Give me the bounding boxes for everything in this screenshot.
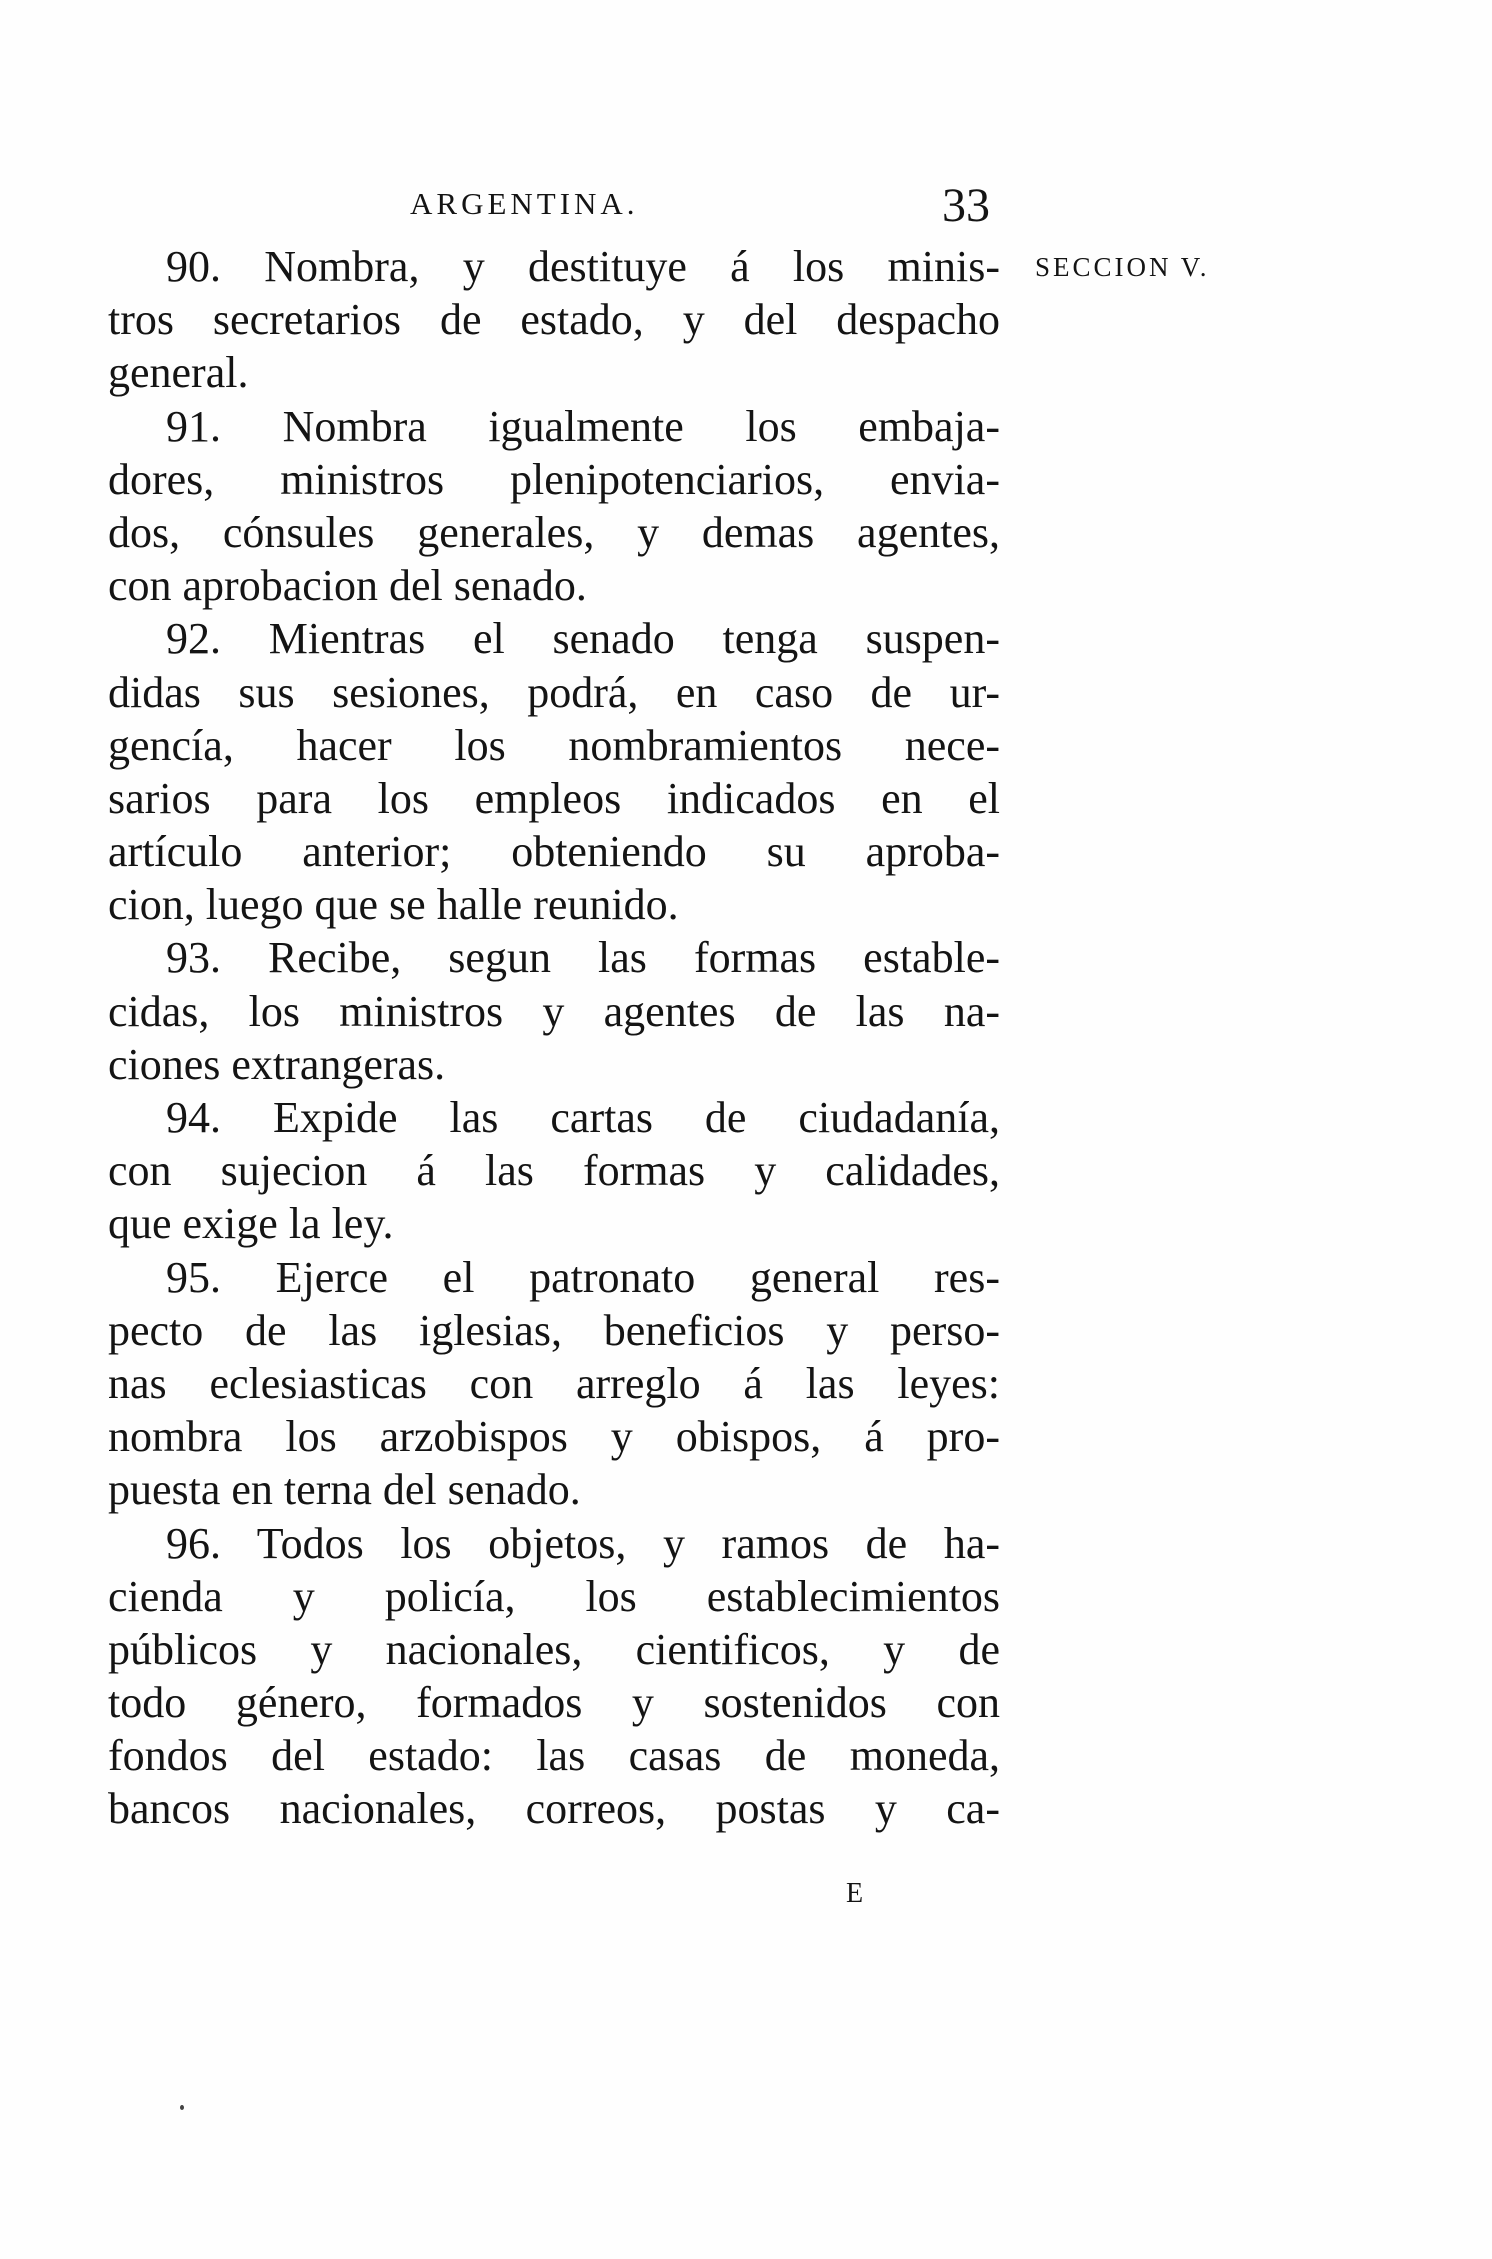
text-line: dores, ministros plenipotenciarios, envia- bbox=[108, 454, 1000, 504]
text-line: públicos y nacionales, cientificos, y de bbox=[108, 1624, 1000, 1674]
text-line: pecto de las iglesias, beneficios y perso- bbox=[108, 1305, 1000, 1355]
text-line: nas eclesiasticas con arreglo á las leyes: bbox=[108, 1358, 1000, 1408]
text-line: 92. Mientras el senado tenga suspen- bbox=[166, 614, 1000, 664]
text-line: cienda y policía, los establecimientos bbox=[108, 1571, 1000, 1621]
text-line: 96. Todos los objetos, y ramos de ha- bbox=[166, 1518, 1000, 1568]
text-line: 90. Nombra, y destituye á los minis- bbox=[166, 242, 1000, 291]
text-line: dos, cónsules generales, y demas agentes, bbox=[108, 507, 1000, 557]
text-line: tros secretarios de estado, y del despacho bbox=[108, 295, 1000, 345]
text-line: 91. Nombra igualmente los embaja- bbox=[166, 401, 1000, 451]
running-head bbox=[410, 178, 990, 232]
running-head-title: ARGENTINA. bbox=[410, 186, 639, 221]
text-line: cion, luego que se halle reunido. bbox=[108, 880, 679, 930]
text-line: que exige la ley. bbox=[108, 1199, 394, 1249]
page-number: 33 bbox=[942, 179, 990, 232]
text-line: cidas, los ministros y agentes de las na- bbox=[108, 986, 1000, 1036]
text-line: todo género, formados y sostenidos con bbox=[108, 1678, 1000, 1728]
margin-section-note: SECCION V. bbox=[1035, 252, 1210, 282]
text-line: ciones extrangeras. bbox=[108, 1039, 446, 1089]
text-line: fondos del estado: las casas de moneda, bbox=[108, 1731, 1000, 1781]
text-line: nombra los arzobispos y obispos, á pro- bbox=[108, 1412, 1000, 1462]
text-line: con aprobacion del senado. bbox=[108, 561, 587, 611]
text-line: gencía, hacer los nombramientos nece- bbox=[108, 720, 1000, 770]
body-text bbox=[108, 240, 1000, 1836]
text-line: sarios para los empleos indicados en el bbox=[108, 773, 1000, 823]
text-line: con sujecion á las formas y calidades, bbox=[108, 1146, 1000, 1196]
ink-speck bbox=[180, 2105, 184, 2110]
text-line: didas sus sesiones, podrá, en caso de ur- bbox=[108, 667, 1000, 717]
text-line: general. bbox=[108, 348, 249, 398]
text-line: artículo anterior; obteniendo su aproba- bbox=[108, 827, 1000, 877]
text-line: 94. Expide las cartas de ciudadanía, bbox=[166, 1093, 1000, 1142]
text-line: 95. Ejerce el patronato general res- bbox=[166, 1252, 1000, 1302]
text-line: puesta en terna del senado. bbox=[108, 1465, 581, 1515]
text-line: 93. Recibe, segun las formas estable- bbox=[166, 933, 1000, 983]
signature-mark: E bbox=[846, 1878, 864, 1909]
text-line: bancos nacionales, correos, postas y ca- bbox=[108, 1784, 1000, 1834]
